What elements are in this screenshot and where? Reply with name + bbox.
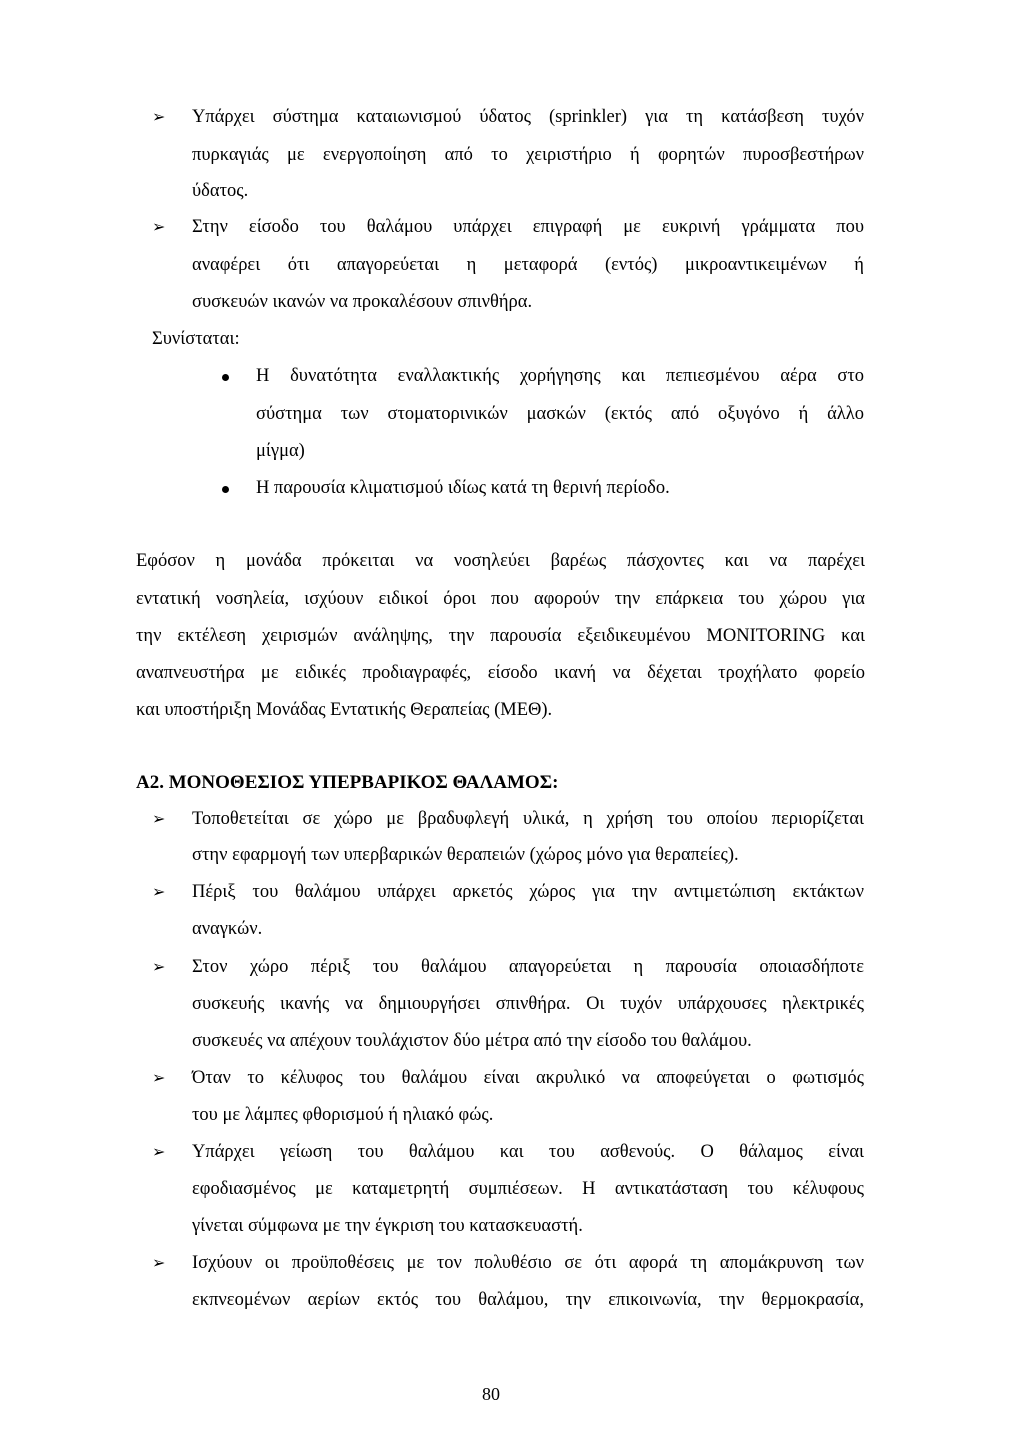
arrow-bullet-icon: ➢ — [152, 109, 166, 126]
dot-item-line: σύστημα των στοματορινικών μασκών (εκτός από οξυγόνο ή άλλο — [256, 404, 864, 424]
bullet-line: του με λάμπες φθορισμού ή ηλιακό φώς. — [192, 1105, 494, 1125]
bullet-line: Όταν το κέλυφος του θαλάμου είναι ακρυλικό να αποφεύγεται ο φωτισμός — [192, 1068, 864, 1088]
bullet-line: στην εφαρμογή των υπερβαρικών θεραπειών (χώρος μόνο για θεραπείες). — [192, 845, 739, 865]
bullet-line: συσκευών ικανών να προκαλέσουν σπινθήρα. — [192, 292, 533, 312]
arrow-bullet-icon: ➢ — [152, 1255, 166, 1272]
arrow-bullet-icon: ➢ — [152, 959, 166, 976]
paragraph-line: αναπνευστήρα με ειδικές προδιαγραφές, είσοδο ικανή να δέχεται τροχήλατο φορείο — [136, 663, 865, 683]
arrow-bullet-icon: ➢ — [152, 884, 166, 901]
bullet-line: πυρκαγιάς με ενεργοποίηση από το χειριστήριο ή φορητών πυροσβεστήρων — [192, 145, 864, 165]
arrow-bullet-icon: ➢ — [152, 811, 166, 828]
dot-item-line: μίγμα) — [256, 441, 305, 461]
bullet-line: Τοποθετείται σε χώρο με βραδυφλεγή υλικά, η χρήση του οποίου περιορίζεται — [192, 809, 864, 829]
bullet-line: ύδατος. — [192, 181, 249, 201]
page-number: 80 — [482, 1384, 500, 1404]
bullet-line: γίνεται σύμφωνα με την έγκριση του κατασκευαστή. — [192, 1216, 583, 1236]
bullet-line: συσκευές να απέχουν τουλάχιστον δύο μέτρα από την είσοδο του θαλάμου. — [192, 1031, 752, 1051]
paragraph-line: την εκτέλεση χειρισμών ανάληψης, την παρουσία εξειδικευμένου MONITORING και — [136, 626, 865, 646]
bullet-line: Υπάρχει σύστημα καταιωνισμού ύδατος (sprinkler) για τη κατάσβεση τυχόν — [192, 107, 864, 127]
bullet-line: Στον χώρο πέριξ του θαλάμου απαγορεύεται η παρουσία οποιασδήποτε — [192, 957, 864, 977]
dot-bullet-icon — [222, 486, 229, 493]
paragraph-line: εντατική νοσηλεία, ισχύουν ειδικοί όροι που αφορούν την επάρκεια του χώρου για — [136, 589, 865, 609]
dot-item-line: Η παρουσία κλιματισμού ιδίως κατά τη θερινή περίοδο. — [256, 478, 670, 498]
dot-bullet-icon — [222, 374, 229, 381]
bullet-line: αναφέρει ότι απαγορεύεται η μεταφορά (εντός) μικροαντικειμένων ή — [192, 255, 864, 275]
section-heading: Α2. ΜΟΝΟΘΕΣΙΟΣ ΥΠΕΡΒΑΡΙΚΟΣ ΘΑΛΑΜΟΣ: — [136, 772, 559, 793]
dot-item-line: Η δυνατότητα εναλλακτικής χορήγησης και πεπιεσμένου αέρα στο — [256, 366, 864, 386]
paragraph-line: και υποστήριξη Μονάδας Εντατικής Θεραπείας (ΜΕΘ). — [136, 700, 553, 720]
bullet-line: Ισχύουν οι προϋποθέσεις με τον πολυθέσιο σε ότι αφορά τη απομάκρυνση των — [192, 1253, 864, 1273]
arrow-bullet-icon: ➢ — [152, 1070, 166, 1087]
bullet-line: εφοδιασμένος με καταμετρητή συμπιέσεων. Η αντικατάσταση του κέλυφους — [192, 1179, 864, 1199]
bullet-line: αναγκών. — [192, 919, 263, 939]
bullet-line: Πέριξ του θαλάμου υπάρχει αρκετός χώρος για την αντιμετώπιση εκτάκτων — [192, 882, 864, 902]
bullet-line: εκπνεομένων αερίων εκτός του θαλάμου, την επικοινωνία, την θερμοκρασία, — [192, 1290, 864, 1310]
paragraph-line: Εφόσον η μονάδα πρόκειται να νοσηλεύει βαρέως πάσχοντες και να παρέχει — [136, 551, 865, 571]
bullet-line: Υπάρχει γείωση του θαλάμου και του ασθενούς. Ο θάλαμος είναι — [192, 1142, 864, 1162]
arrow-bullet-icon: ➢ — [152, 219, 166, 236]
bullet-line: Στην είσοδο του θαλάμου υπάρχει επιγραφή με ευκρινή γράμματα που — [192, 217, 864, 237]
arrow-bullet-icon: ➢ — [152, 1144, 166, 1161]
bullet-line: συσκευής ικανής να δημιουργήσει σπινθήρα. Οι τυχόν υπάρχουσες ηλεκτρικές — [192, 994, 864, 1014]
recommend-label: Συνίσταται: — [152, 329, 240, 349]
